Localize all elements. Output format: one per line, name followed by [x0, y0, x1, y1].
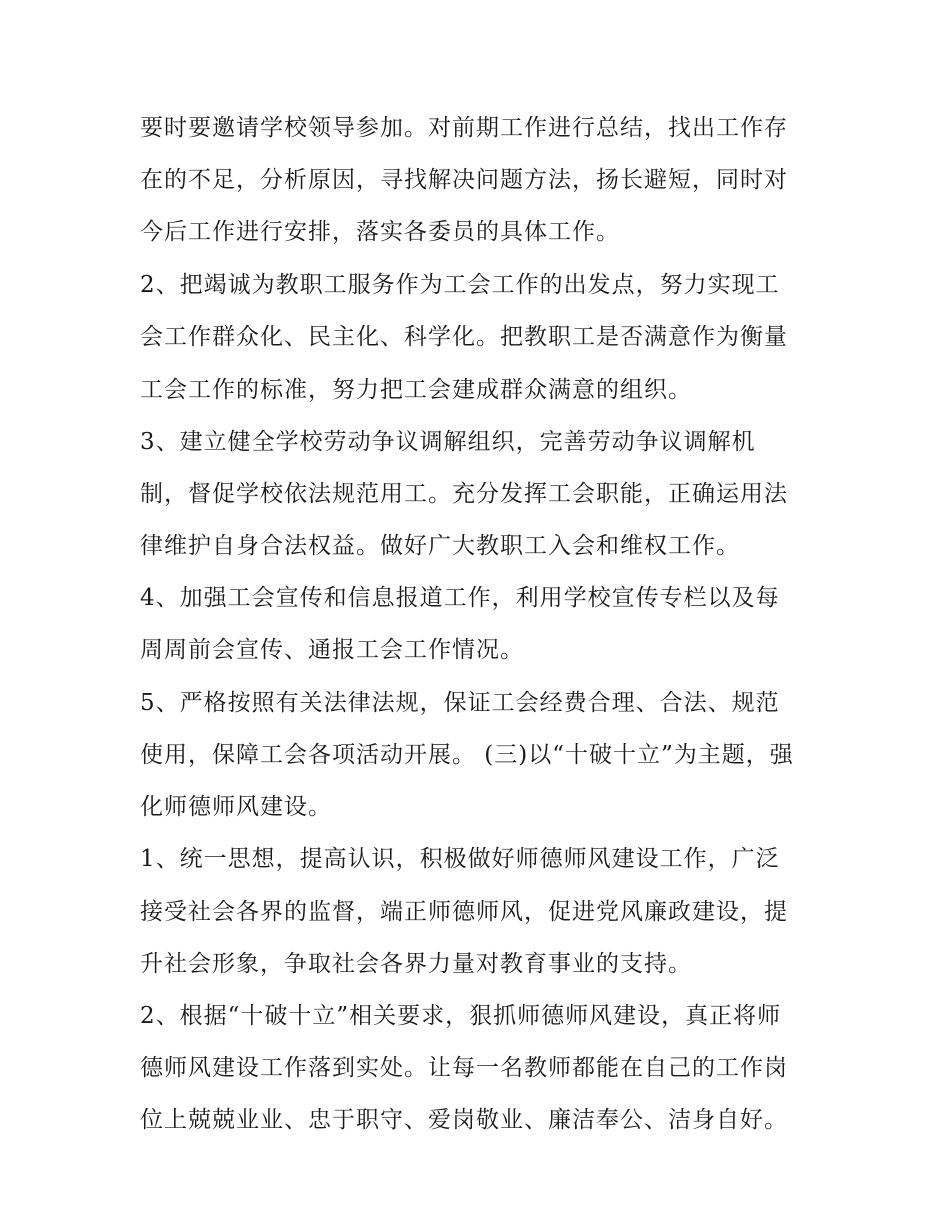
text-line: 工会工作的标准，努力把工会建成群众满意的组织。 [140, 377, 692, 403]
text-line: 1、统一思想，提高认识，积极做好师德师风建设工作，广泛 [140, 846, 780, 872]
text-line: 制，督促学校依法规范用工。充分发挥工会职能，正确运用法 [140, 481, 788, 507]
text-line: 会工作群众化、民主化、科学化。把教职工是否满意作为衡量 [140, 324, 788, 350]
text-line: 5、严格按照有关法律法规，保证工会经费合理、合法、规范 [140, 690, 780, 716]
text-line: 在的不足，分析原因，寻找解决问题方法，扬长避短，同时对 [140, 167, 788, 193]
text-line: 周周前会宣传、通报工会工作情况。 [140, 637, 524, 663]
text-line: 今后工作进行安排，落实各委员的具体工作。 [140, 219, 620, 245]
text-line: 使用，保障工会各项活动开展。 (三)以“十破十立”为主题，强 [140, 742, 794, 768]
text-line: 要时要邀请学校领导参加。对前期工作进行总结，找出工作存 [140, 115, 788, 141]
text-line: 2、把竭诚为教职工服务作为工会工作的出发点，努力实现工 [140, 272, 780, 298]
text-line: 位上兢兢业业、忠于职守、爱岗敬业、廉洁奉公、洁身自好。 [140, 1107, 788, 1133]
text-line: 律维护自身合法权益。做好广大教职工入会和维权工作。 [140, 533, 740, 559]
text-line: 3、建立健全学校劳动争议调解组织，完善劳动争议调解机 [140, 429, 756, 455]
text-line: 接受社会各界的监督，端正师德师风，促进党风廉政建设，提 [140, 899, 788, 925]
text-line: 德师风建设工作落到实处。让每一名教师都能在自己的工作岗 [140, 1055, 788, 1081]
text-line: 2、根据“十破十立”相关要求，狠抓师德师风建设，真正将师 [140, 1003, 782, 1029]
text-line: 4、加强工会宣传和信息报道工作，利用学校宣传专栏以及每 [140, 585, 780, 611]
text-line: 化师德师风建设。 [140, 794, 332, 820]
text-line: 升社会形象，争取社会各界力量对教育事业的支持。 [140, 951, 692, 977]
